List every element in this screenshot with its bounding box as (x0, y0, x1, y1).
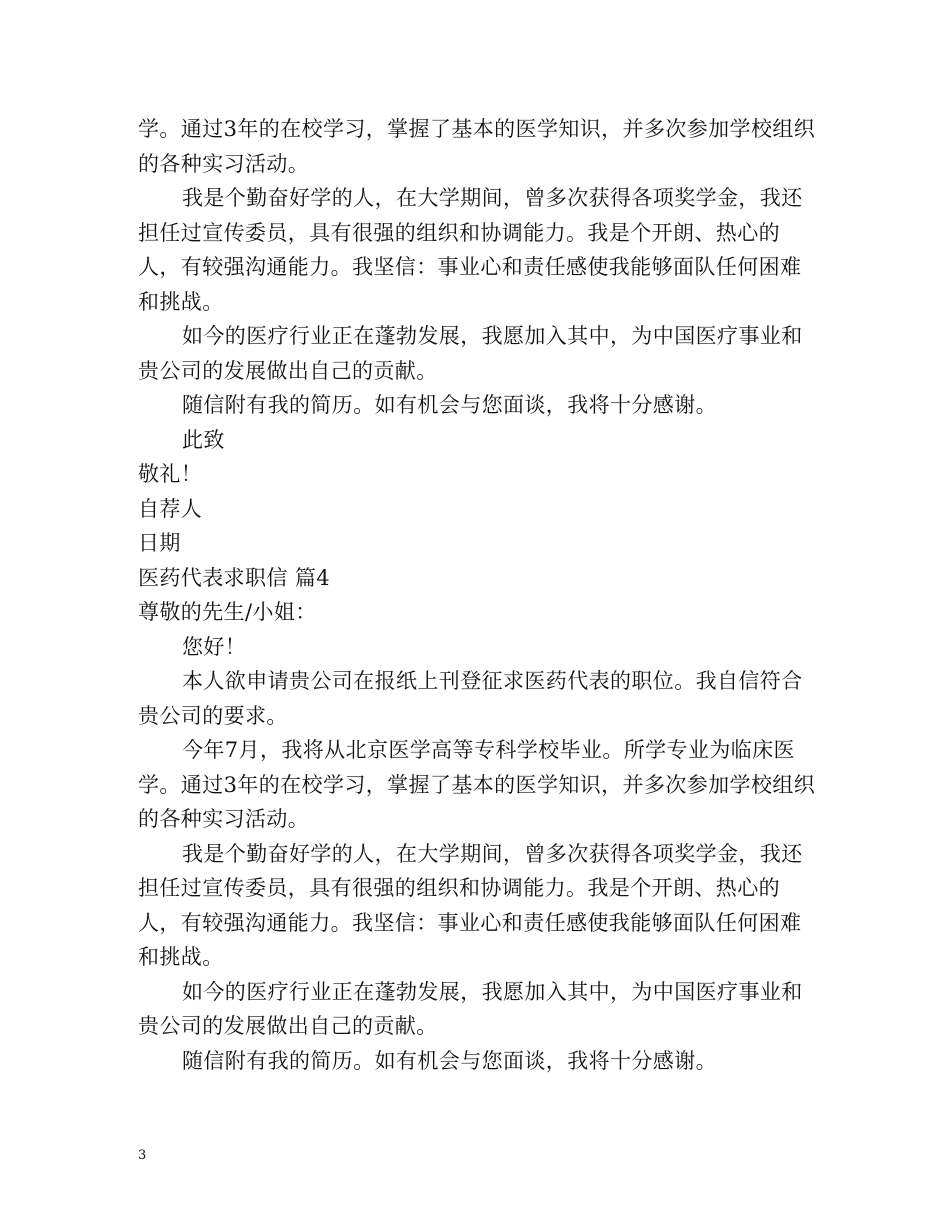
paragraph: 如今的医疗行业正在蓬勃发展，我愿加入其中，为中国医疗事业和贵公司的发展做出自己的贡献。 (138, 979, 803, 1038)
paragraph: 随信附有我的简历。如有机会与您面谈，我将十分感谢。 (182, 1048, 717, 1073)
greeting-hello: 您好！ (182, 634, 247, 659)
section-title: 医药代表求职信 篇4 (138, 565, 331, 590)
date-label: 日期 (138, 531, 181, 555)
letter-body (138, 112, 818, 1078)
closing-respect: 敬礼！ (138, 462, 203, 486)
paragraph: 今年7月，我将从北京医学高等专科学校毕业。所学专业为临床医学。通过3年的在校学习，掌握了基本的医学知识，并多次参加学校组织的各种实习活动。 (138, 738, 816, 831)
page-number: 3 (138, 1148, 147, 1163)
paragraph: 随信附有我的简历。如有机会与您面谈，我将十分感谢。 (182, 393, 717, 417)
paragraph: 我是个勤奋好学的人，在大学期间，曾多次获得各项奖学金，我还担任过宣传委员，具有很强的组织和协调能力。我是个开朗、热心的人，有较强沟通能力。我坚信：事业心和责任感使我能够面队任何困难和挑战。 (138, 186, 803, 314)
closing-salutation: 此致 (182, 427, 225, 452)
paragraph: 学。通过3年的在校学习，掌握了基本的医学知识，并多次参加学校组织的各种实习活动。 (138, 117, 816, 176)
paragraph: 如今的医疗行业正在蓬勃发展，我愿加入其中，为中国医疗事业和贵公司的发展做出自己的贡献。 (138, 324, 803, 383)
greeting-line: 尊敬的先生/小姐： (138, 600, 317, 624)
signature-label: 自荐人 (138, 496, 203, 521)
paragraph: 本人欲申请贵公司在报纸上刊登征求医药代表的职位。我自信符合贵公司的要求。 (138, 669, 803, 728)
paragraph: 我是个勤奋好学的人，在大学期间，曾多次获得各项奖学金，我还担任过宣传委员，具有很强的组织和协调能力。我是个开朗、热心的人，有较强沟通能力。我坚信：事业心和责任感使我能够面队任何困难和挑战。 (138, 841, 803, 969)
